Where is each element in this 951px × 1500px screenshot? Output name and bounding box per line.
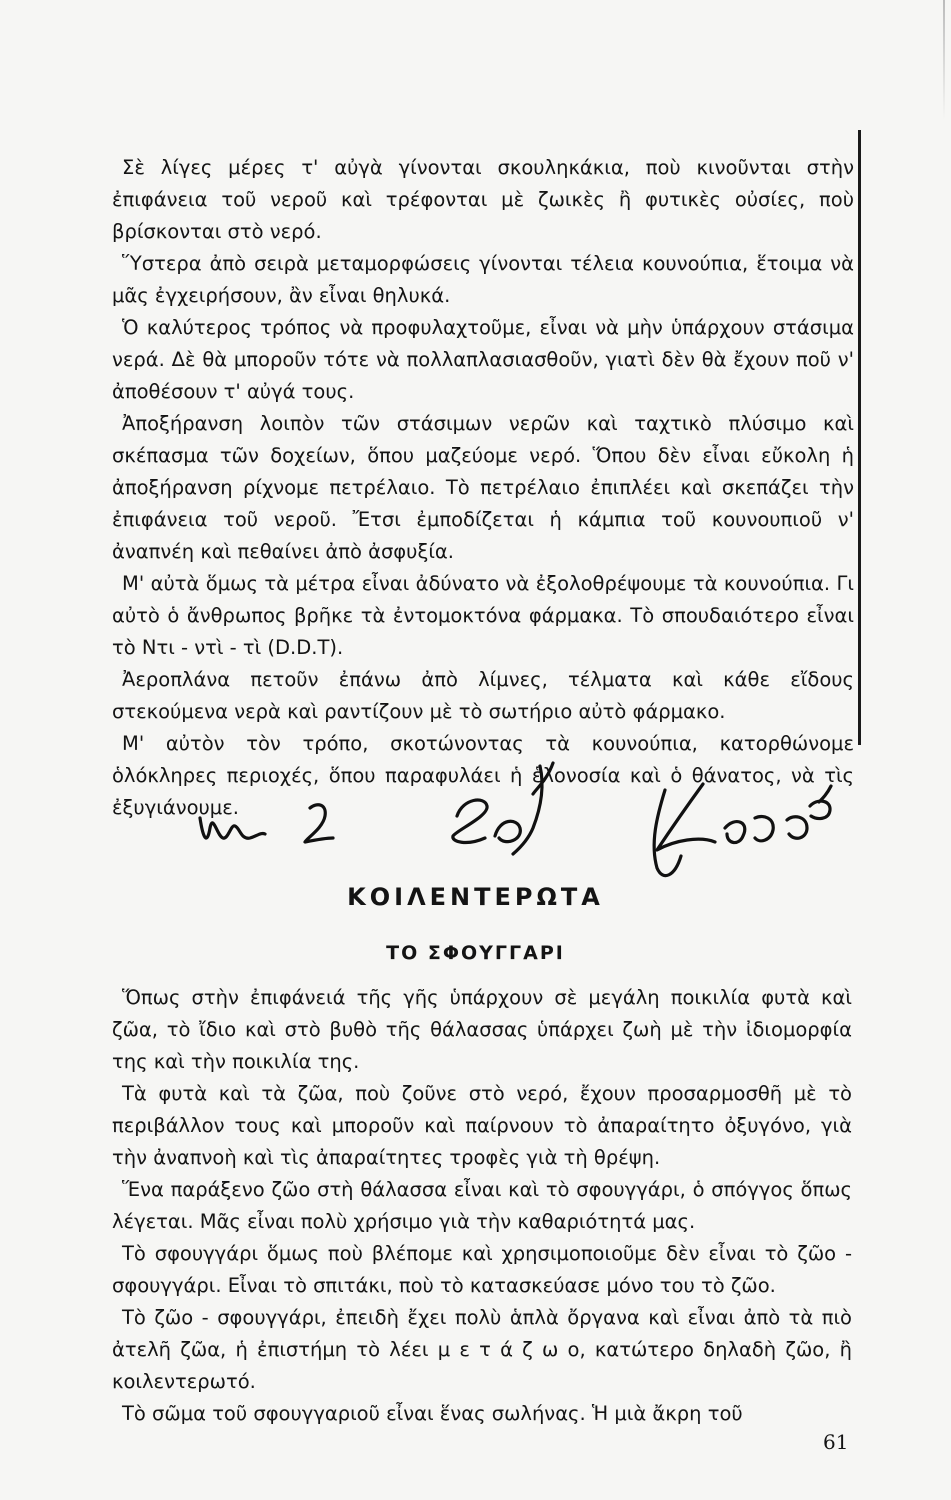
- paragraph: Ἀεροπλάνα πετοῦν ἐπάνω ἀπὸ λίμνες, τέλματα καὶ κάθε εἴδους στεκούμενα νερὰ καὶ ραντίζουν μὲ τὸ σωτήριο αὐτὸ φάρμακο.: [112, 668, 854, 723]
- section-title: ΚΟΙΛΕΝΤΕΡΩΤΑ: [347, 883, 604, 911]
- paragraph: Ὅπως στὴν ἐπιφάνειά τῆς γῆς ὑπάρχουν σὲ μεγάλη ποικιλία φυτὰ καὶ ζῶα, τὸ ἴδιο καὶ στὸ βυθὸ τῆς θάλασσας ὑπάρχει ζωὴ μὲ τὴν ἰδιομορφία της καὶ τὴν ποικιλία της.: [112, 986, 852, 1073]
- paragraph: Ὁ καλύτερος τρόπος νὰ προφυλαχτοῦμε, εἶναι νὰ μὴν ὑπάρχουν στάσιμα νερά. Δὲ θὰ μποροῦν τότε νὰ πολλαπλασιασθοῦν, γιατὶ δὲν θὰ ἔχουν ποῦ ν' ἀποθέσουν τ' αὐγά τους.: [112, 316, 854, 403]
- handwritten-signature: [195, 758, 855, 888]
- text-block-sponge: [112, 982, 852, 1430]
- page-edge-shadow: [943, 0, 945, 120]
- paragraph: Ἀποξήρανση λοιπὸν τῶν στάσιμων νερῶν καὶ ταχτικὸ πλύσιμο καὶ σκέπασμα τῶν δοχείων, ὅπου μαζεύομε νερό. Ὅπου δὲν εἶναι εὔκολη ἡ ἀποξήρανση ρίχνομε πετρέλαιο. Τὸ πετρέλαιο ἐπιπλέει καὶ σκεπάζει τὴν ἐπιφάνεια τοῦ νεροῦ. Ἔτσι ἐμποδίζεται ἡ κάμπια τοῦ κουνουπιοῦ ν' ἀναπνέη καὶ πεθαίνει ἀπὸ ἀσφυξία.: [112, 412, 854, 563]
- paragraph: Τὰ φυτὰ καὶ τὰ ζῶα, ποὺ ζοῦνε στὸ νερό, ἔχουν προσαρμοσθῆ μὲ τὸ περιβάλλον τους καὶ μποροῦν καὶ παίρνουν τὸ ἀπαραίτητο ὀξυγόνο, γιὰ τὴν ἀναπνοὴ καὶ τὶς ἀπαραίτητες τροφὲς γιὰ τὴ θρέψη.: [112, 1082, 852, 1169]
- paragraph: Τὸ ζῶο - σφουγγάρι, ἐπειδὴ ἔχει πολὺ ἁπλὰ ὄργανα καὶ εἶναι ἀπὸ τὰ πιὸ ἀτελῆ ζῶα, ἡ ἐπιστήμη τὸ λέει μ ε τ ά ζ ω ο, κατώτερο δηλαδὴ ζῶο, ἢ κοιλεντερωτό.: [112, 1306, 852, 1393]
- paragraph: Σὲ λίγες μέρες τ' αὐγὰ γίνονται σκουληκάκια, ποὺ κινοῦνται στὴν ἐπιφάνεια τοῦ νεροῦ καὶ τρέφονται μὲ ζωικὲς ἢ φυτικὲς οὐσίες, ποὺ βρίσκονται στὸ νερό.: [112, 156, 854, 243]
- page-number: 61: [823, 1430, 849, 1454]
- margin-vertical-line: [858, 130, 861, 745]
- text-block-mosquitoes: [112, 152, 854, 824]
- paragraph: Ὕστερα ἀπὸ σειρὰ μεταμορφώσεις γίνονται τέλεια κουνούπια, ἕτοιμα νὰ μᾶς ἐγχειρήσουν, ἂν εἶναι θηλυκά.: [112, 252, 854, 307]
- paragraph: Τὸ σῶμα τοῦ σφουγγαριοῦ εἶναι ἕνας σωλήνας. Ἡ μιὰ ἄκρη τοῦ: [122, 1402, 743, 1425]
- section-subtitle: ΤΟ ΣΦΟΥΓΓΑΡΙ: [386, 942, 565, 964]
- paragraph: Μ' αὐτὰ ὅμως τὰ μέτρα εἶναι ἀδύνατο νὰ ἐξολοθρέψουμε τὰ κουνούπια. Γι αὐτὸ ὁ ἄνθρωπος βρῆκε τὰ ἐντομοκτόνα φάρμακα. Τὸ σπουδαιότερο εἶναι τὸ Ντι - ντὶ - τὶ (D.D.T).: [112, 572, 854, 659]
- paragraph: Τὸ σφουγγάρι ὅμως ποὺ βλέπομε καὶ χρησιμοποιοῦμε δὲν εἶναι τὸ ζῶο - σφουγγάρι. Εἶναι τὸ σπιτάκι, ποὺ τὸ κατασκεύασε μόνο του τὸ ζῶο.: [112, 1242, 852, 1297]
- paragraph: Ἕνα παράξενο ζῶο στὴ θάλασσα εἶναι καὶ τὸ σφουγγάρι, ὁ σπόγγος ὅπως λέγεται. Μᾶς εἶναι πολὺ χρήσιμο γιὰ τὴν καθαριότητά μας.: [112, 1178, 852, 1233]
- paragraph: Μ' αὐτὸν τὸν τρόπο, σκοτώνοντας τὰ κουνούπια, κατορθώνομε ὁλόκληρες περιοχές, ὅπου παραφυλάει ἡ ἑλονοσία καὶ ὁ θάνατος, νὰ τὶς ἐξυγιάνουμε.: [112, 732, 854, 819]
